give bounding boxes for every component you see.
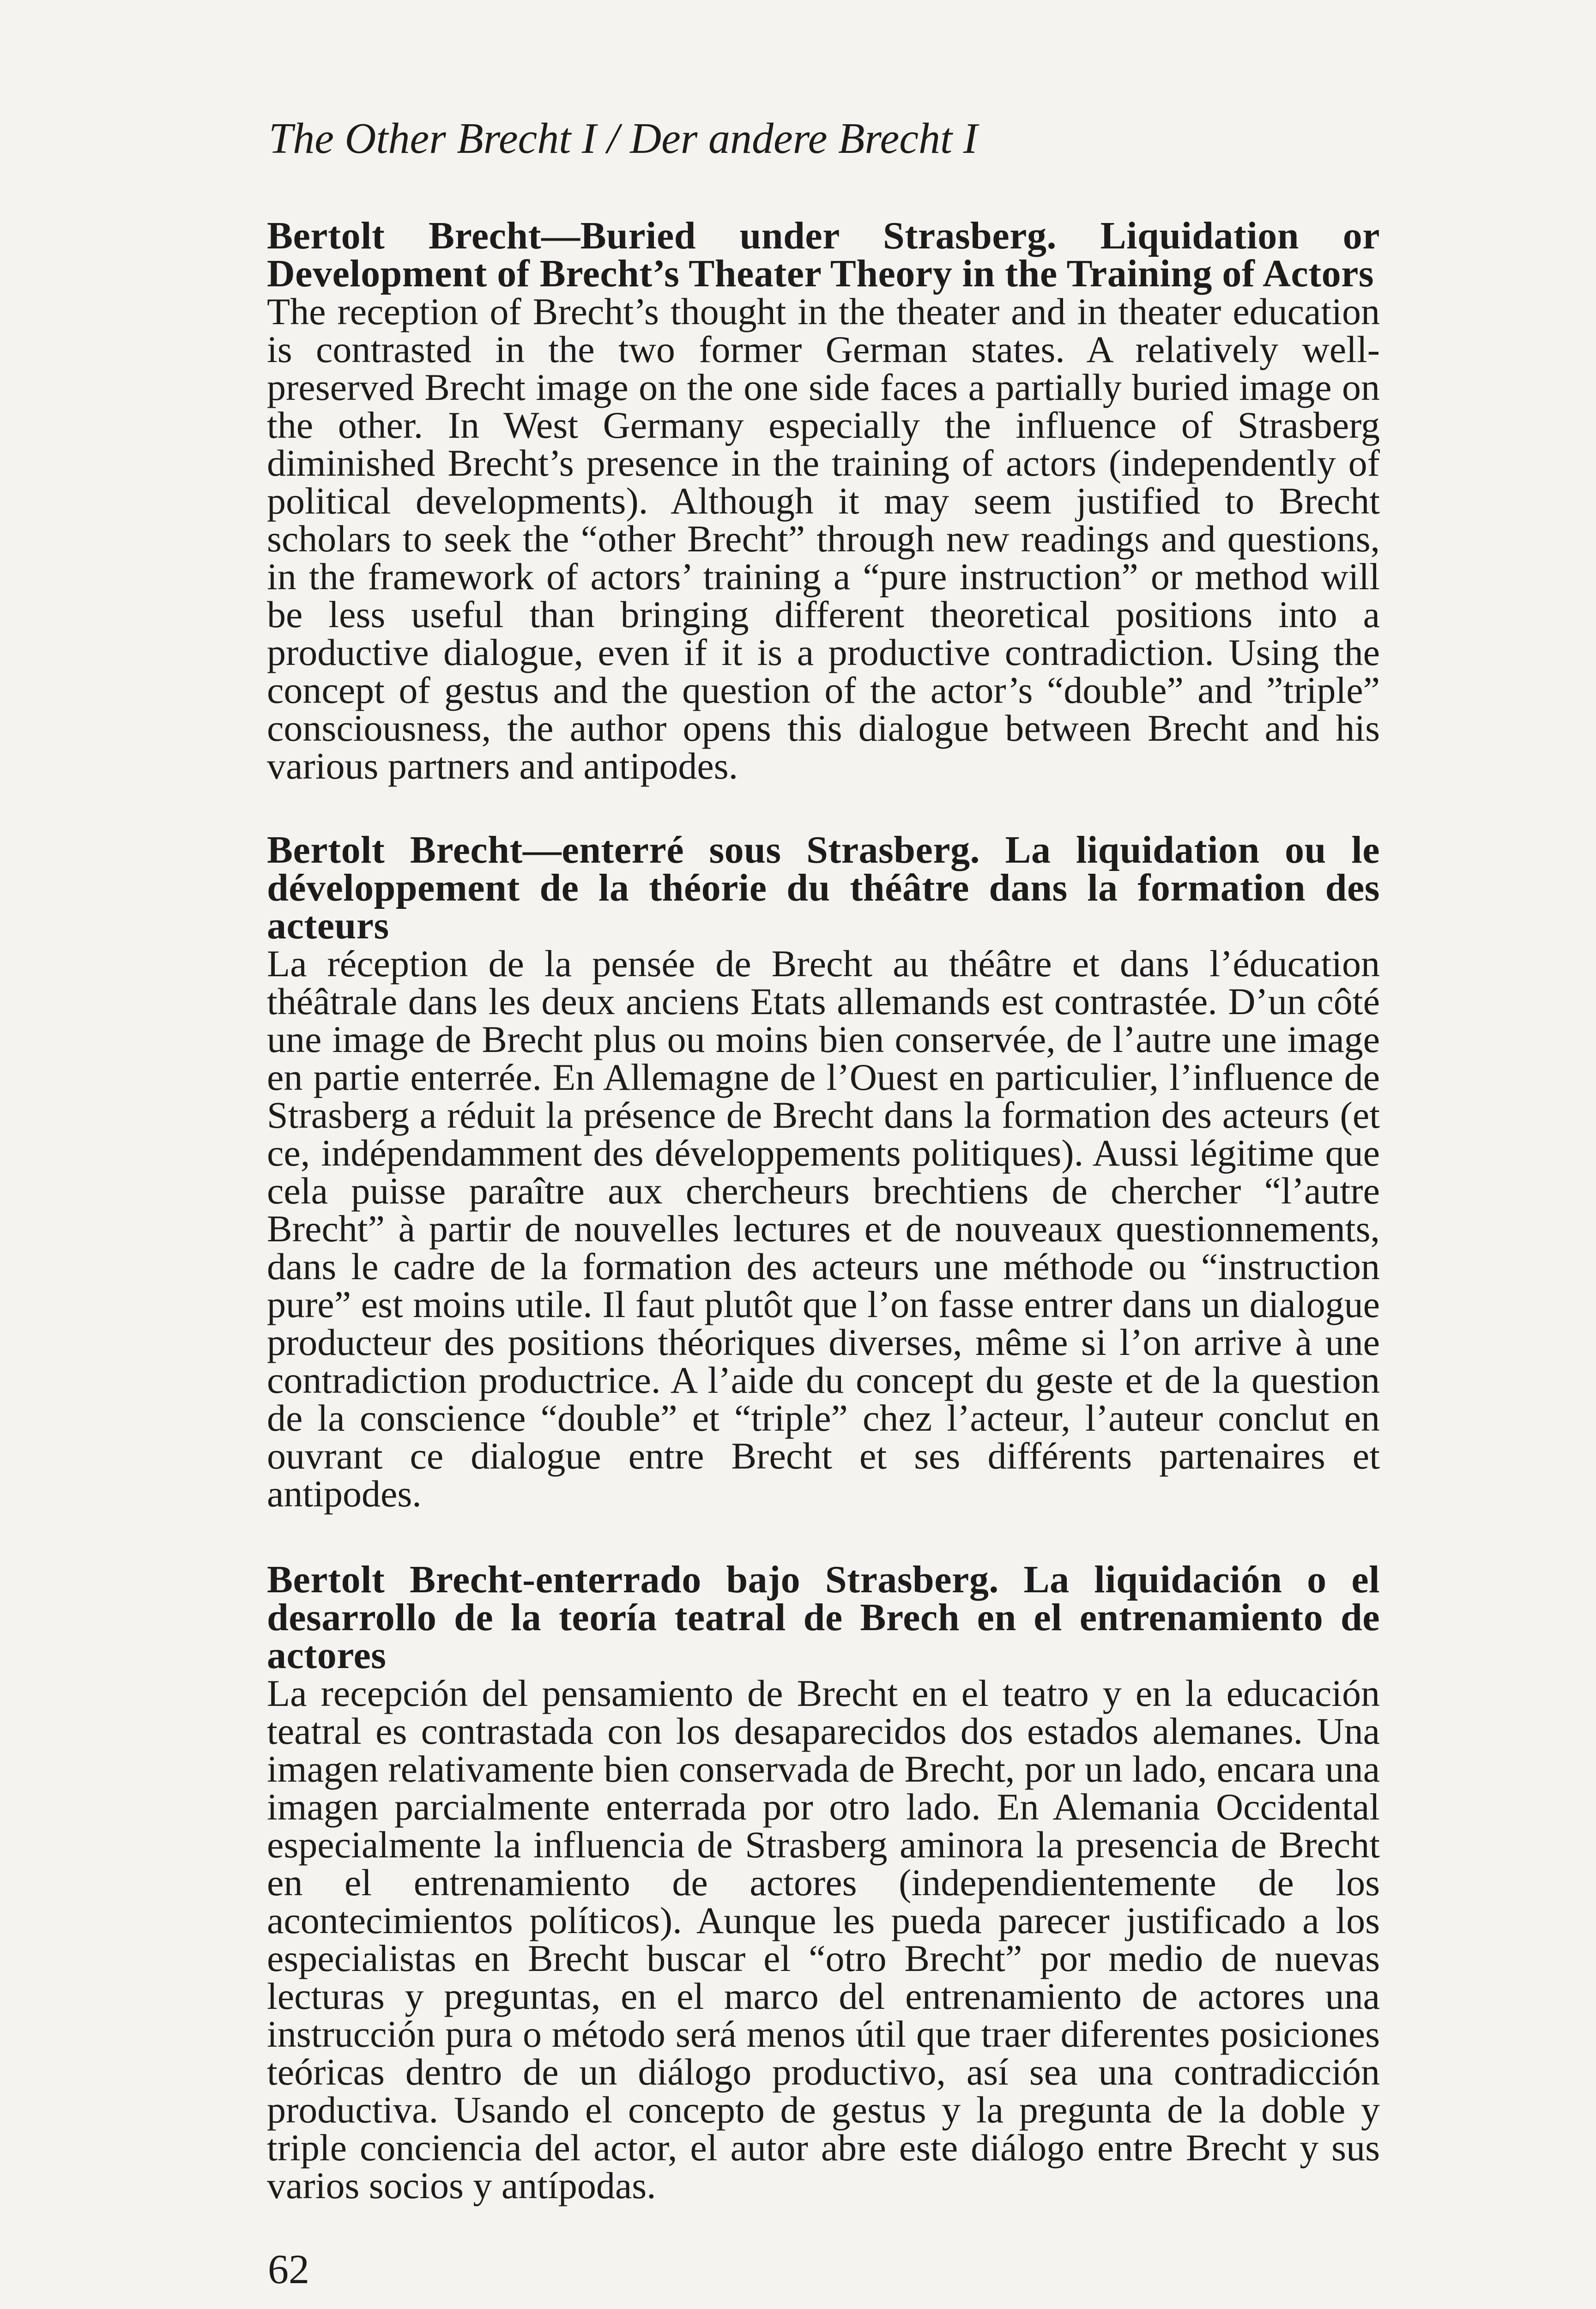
- abstract-spanish: [267, 1558, 1380, 2206]
- abstract-french: [267, 828, 1380, 1515]
- abstract-english: [267, 214, 1380, 787]
- abstract-french-title: Bertolt Brecht—enterré sous Strasberg. La liquidation ou le développement de la théorie du théâtre dans la formation des acteurs: [267, 828, 1380, 947]
- page-number: 62: [268, 2247, 309, 2292]
- abstract-english-body: The reception of Brecht’s thought in the theater and in theater education is contrasted in the two former German states. A relatively well-preserved Brecht image on the one side faces a partially buried image on the other. In West Germany especially the influence of Strasberg diminished Brecht’s presence in the training of actors (independently of political developments). Although it may seem justified to Brecht scholars to seek the “other Brecht” through new readings and questions, in the framework of actors’ training a “pure instruction” or method will be less useful than bringing different theoretical positions into a productive dialogue, even if it is a productive contradiction. Using the concept of gestus and the question of the actor’s “double” and ”triple” consciousness, the author opens this dialogue between Brecht and his various partners and antipodes.: [267, 290, 1380, 787]
- abstract-french-body: La réception de la pensée de Brecht au théâtre et dans l’éducation théâtrale dans les deux anciens Etats allemands est contrastée. D’un côté une image de Brecht plus ou moins bien conservée, de l’autre une image en partie enterrée. En Allemagne de l’Ouest en particulier, l’influence de Strasberg a réduit la présence de Brecht dans la formation des acteurs (et ce, indépendamment des développements politiques). Aussi légitime que cela puisse paraître aux chercheurs brechtiens de chercher “l’autre Brecht” à partir de nouvelles lectures et de nouveaux questionnements, dans le cadre de la formation des acteurs une méthode ou “instruction pure” est moins utile. Il faut plutôt que l’on fasse entrer dans un dialogue producteur des positions théoriques diverses, même si l’on arrive à une contradiction productrice. A l’aide du concept du geste et de la question de la conscience “double” et “triple” chez l’acteur, l’auteur conclut en ouvrant ce dialogue entre Brecht et ses différents partenaires et antipodes.: [267, 943, 1380, 1515]
- abstract-spanish-title: Bertolt Brecht-enterrado bajo Strasberg. La liquidación o el desarrollo de la teoría teatral de Brech en el entrenamiento de actores: [267, 1558, 1380, 1677]
- running-head: The Other Brecht I / Der andere Brecht I: [269, 115, 978, 163]
- abstract-english-title: Bertolt Brecht—Buried under Strasberg. Liquidation or Development of Brecht’s Theater Theory in the Training of Actors: [267, 214, 1380, 295]
- abstract-spanish-body: La recepción del pensamiento de Brecht en el teatro y en la educación teatral es contrastada con los desaparecidos dos estados alemanes. Una imagen relativamente bien conservada de Brecht, por un lado, encara una imagen parcialmente enterrada por otro lado. En Alemania Occidental especialmente la influencia de Strasberg aminora la presencia de Brecht en el entrenamiento de actores (independientemente de los acontecimientos políticos). Aunque les pueda parecer justificado a los especialistas en Brecht buscar el “otro Brecht” por medio de nuevas lecturas y preguntas, en el marco del entrenamiento de actores una instrucción pura o método será menos útil que traer diferentes posiciones teóricas dentro de un diálogo productivo, así sea una contradicción productiva. Usando el concepto de gestus y la pregunta de la doble y triple conciencia del actor, el autor abre este diálogo entre Brecht y sus varios socios y antípodas.: [267, 1672, 1380, 2206]
